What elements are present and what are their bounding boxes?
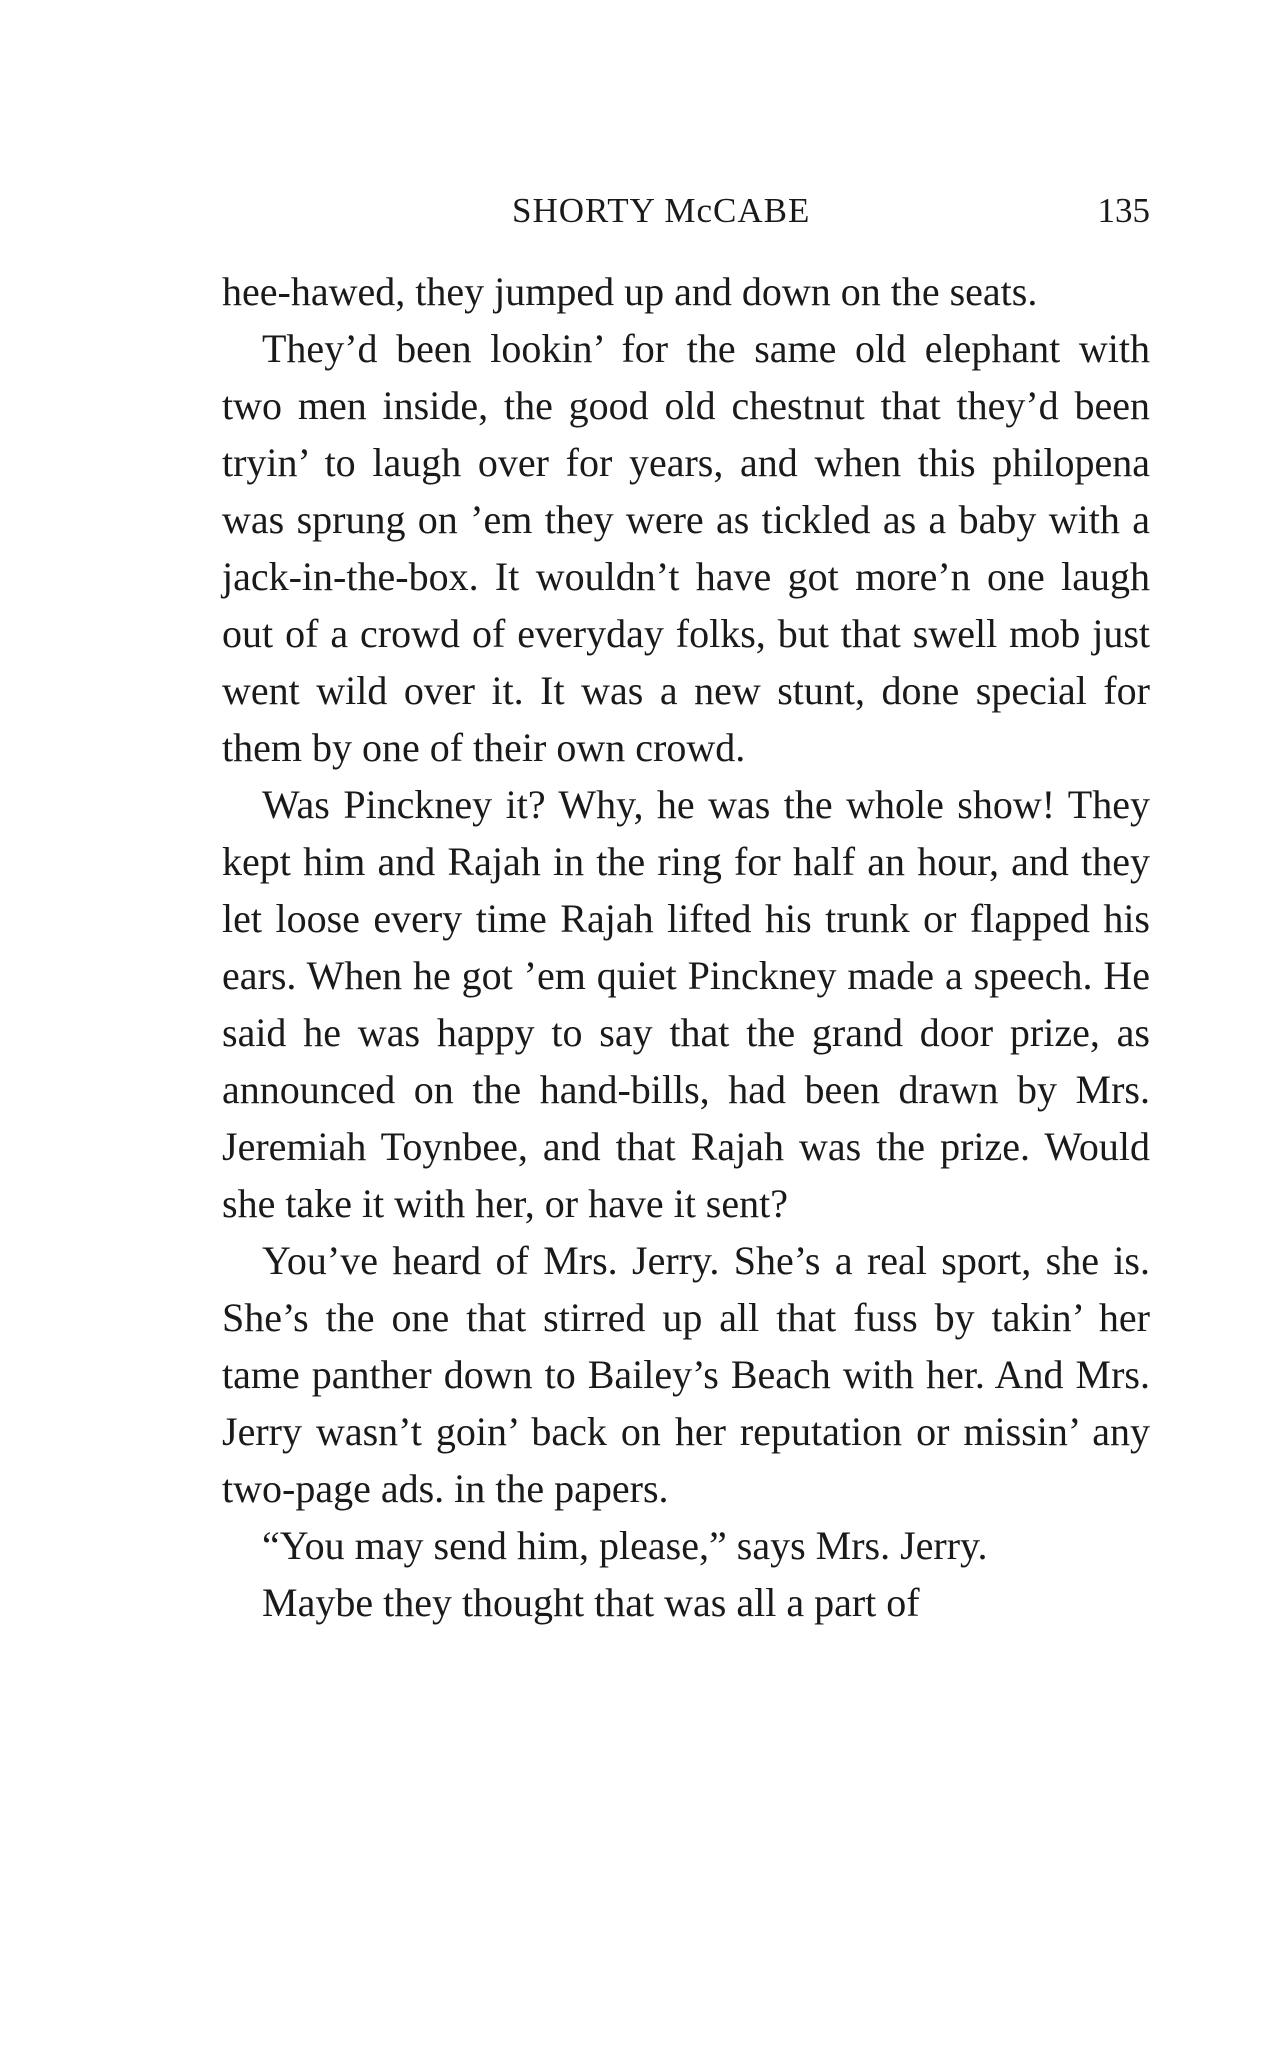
paragraph-2: They’d been lookin’ for the same old elephant with two men inside, the good old chestnut that they’d been tryin’ to laugh over for years, and when this philopena was sprung on ’em they were as tickled as a baby with a jack-in-the-box. It wouldn’t have got more’n one laugh out of a crowd of everyday folks, but that swell mob just went wild over it. It was a new stunt, done special for them by one of their own crowd.	[222, 326, 1150, 770]
page-number: 135	[1097, 191, 1150, 230]
page-header	[222, 186, 1150, 236]
paragraph-1: hee-hawed, they jumped up and down on the seats.	[222, 269, 1038, 314]
body-text	[222, 263, 1150, 1631]
paragraph-6: Maybe they thought that was all a part of	[262, 1580, 920, 1625]
paragraph-4: You’ve heard of Mrs. Jerry. She’s a real sport, she is. She’s the one that stirred up all that fuss by takin’ her tame panther down to Bailey’s Beach with her. And Mrs. Jerry wasn’t goin’ back on her reputation or missin’ any two-page ads. in the papers.	[222, 1238, 1150, 1511]
paragraph-5: “You may send him, please,” says Mrs. Jerry.	[262, 1523, 988, 1568]
running-title: SHORTY McCABE	[512, 191, 811, 230]
paragraph-3: Was Pinckney it? Why, he was the whole show! They kept him and Rajah in the ring for half an hour, and they let loose every time Rajah lifted his trunk or flapped his ears. When he got ’em quiet Pinckney made a speech. He said he was happy to say that the grand door prize, as announced on the hand-bills, had been drawn by Mrs. Jeremiah Toynbee, and that Rajah was the prize. Would she take it with her, or have it sent?	[222, 782, 1150, 1226]
